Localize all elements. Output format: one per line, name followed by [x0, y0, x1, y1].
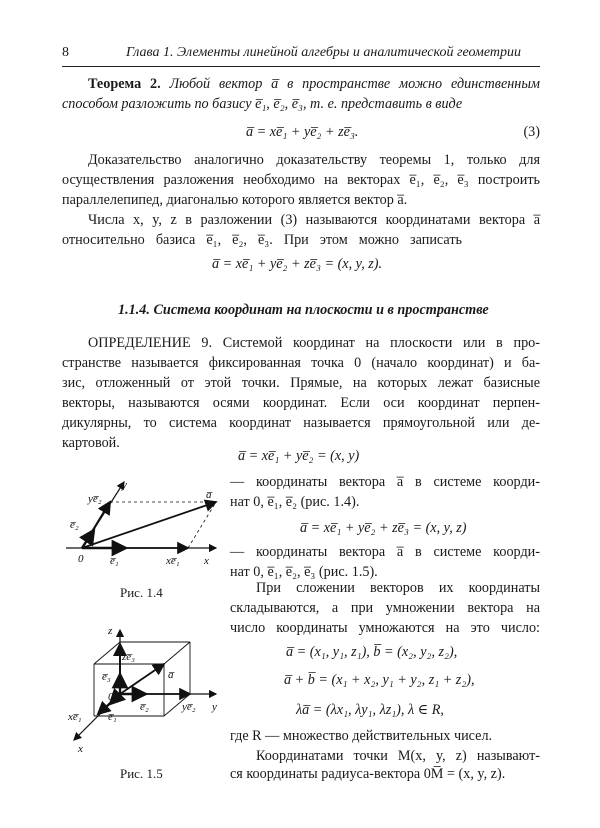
- point-coords-line-2: ся координаты радиуса-вектора 0M̅ = (x, y, z).: [230, 766, 506, 782]
- formula-sum: a̅ + b̅ = (x₁ + x₂, y₁ + y₂, z₁ + z₂),: [284, 672, 475, 688]
- definition-line-3: зис, отложенный от этой точки. Прямые, на которых лежат базисные: [62, 375, 540, 391]
- coords-line-2: относительно базиса e̅₁, e̅₂, e̅₃. При этом можно записать: [62, 232, 462, 248]
- space-text-line-2: нат 0, e̅₁, e̅₂, e̅₃ (рис. 1.5).: [230, 564, 378, 580]
- figure-1-5: [64, 624, 224, 756]
- label-x-3d: x: [78, 743, 83, 755]
- equation-space: a̅ = xe̅₁ + ye̅₂ + ze̅₃ = (x, y, z): [300, 520, 467, 536]
- figure-1-4: [66, 476, 226, 576]
- running-header: [62, 45, 540, 65]
- running-title: Глава 1. Элементы линейной алгебры и аналитической геометрии: [126, 45, 522, 60]
- equation-3: a̅ = xe̅₁ + ye̅₂ + ze̅₃.: [246, 124, 359, 140]
- label-e2-3d: e̅₂: [140, 701, 149, 713]
- point-coords-line-1: Координатами точки M(x, y, z) называют-: [256, 748, 540, 764]
- coords-line-1: Числа x, y, z в разложении (3) называются координатами вектора a̅: [88, 212, 540, 228]
- theorem-line-1: [88, 74, 540, 94]
- label-ye2: ye̅₂: [88, 493, 102, 505]
- header-rule: [62, 66, 540, 67]
- definition-line-5: дикулярны, то система координат называется прямоугольной или де-: [62, 415, 540, 431]
- label-e3: e̅₃: [102, 671, 111, 683]
- caption-fig-1-4: Рис. 1.4: [120, 585, 163, 600]
- definition-line-2: странстве называется фиксированная точка 0 (начало координат) и ба-: [62, 355, 540, 371]
- theorem-label: Теорема 2.: [88, 76, 161, 92]
- label-ze3: ze̅₃: [122, 651, 135, 663]
- label-e2: e̅₂: [70, 519, 79, 531]
- definition-line-1: ОПРЕДЕЛЕНИЕ 9. Системой координат на плоскости или в про-: [88, 335, 540, 351]
- vector-a-3d: [120, 664, 164, 694]
- proof-line-3: параллелепипед, диагональю которого является вектор a̅.: [62, 192, 408, 208]
- page-number: 8: [62, 45, 69, 60]
- label-y-3d: y: [212, 701, 217, 713]
- r-definition: где R — множество действительных чисел.: [230, 728, 493, 744]
- label-e1-3d: e̅₁: [108, 711, 117, 723]
- definition-line-6: картовой.: [62, 435, 120, 451]
- formula-coords-ab: a̅ = (x₁, y₁, z₁), b̅ = (x₂, y₂, z₂),: [286, 644, 458, 660]
- label-origin-3d: 0: [108, 691, 114, 703]
- ops-line-2: складываются, а при умножении вектора на: [230, 600, 540, 616]
- label-xe1-3d: xe̅₁: [68, 711, 82, 723]
- label-y: y: [122, 479, 127, 491]
- theorem-text-1: Любой вектор a̅ в пространстве можно единственным: [169, 76, 540, 92]
- theorem-line-2: способом разложить по базису e̅₁, e̅₂, e̅₃, т. е. представить в виде: [62, 96, 463, 112]
- label-origin: 0: [78, 553, 84, 565]
- formula-scalar: λa̅ = (λx₁, λy₁, λz₁), λ ∈ R,: [296, 702, 444, 718]
- label-e1: e̅₁: [110, 555, 119, 567]
- label-z: z: [108, 625, 113, 637]
- ops-line-1: При сложении векторов их координаты: [256, 580, 540, 596]
- label-xe1: xe̅₁: [166, 555, 180, 567]
- equation-3-number: (3): [523, 124, 540, 140]
- proof-line-2: осуществления разложения необходимо на векторах e̅₁, e̅₂, e̅₃ построить: [62, 172, 540, 188]
- proof-line-1: Доказательство аналогично доказательству теоремы 1, только для: [88, 152, 540, 168]
- box-top-right: [164, 642, 190, 664]
- label-ye2-3d: ye̅₂: [182, 701, 196, 713]
- label-x: x: [204, 555, 209, 567]
- label-a: a̅: [206, 489, 212, 501]
- box-top-left: [94, 642, 120, 664]
- dash-right: [188, 502, 216, 548]
- plane-text-line-2: нат 0, e̅₁, e̅₂ (рис. 1.4).: [230, 494, 360, 510]
- ops-line-3: число координаты умножаются на это число:: [230, 620, 540, 636]
- label-a-3d: a̅: [168, 669, 174, 681]
- caption-fig-1-5: Рис. 1.5: [120, 766, 163, 781]
- equation-plane: a̅ = xe̅₁ + ye̅₂ = (x, y): [238, 448, 360, 464]
- vector-a: [82, 502, 216, 548]
- section-title: 1.1.4. Система координат на плоскости и в пространстве: [118, 302, 489, 318]
- definition-line-4: векторы, называются осями координат. Если оси координат перпен-: [62, 395, 540, 411]
- space-text-line-1: — координаты вектора a̅ в системе коорди-: [230, 544, 540, 560]
- plane-text-line-1: — координаты вектора a̅ в системе коорди-: [230, 474, 540, 490]
- equation-coords: a̅ = xe̅₁ + ye̅₂ + ze̅₃ = (x, y, z).: [212, 256, 383, 272]
